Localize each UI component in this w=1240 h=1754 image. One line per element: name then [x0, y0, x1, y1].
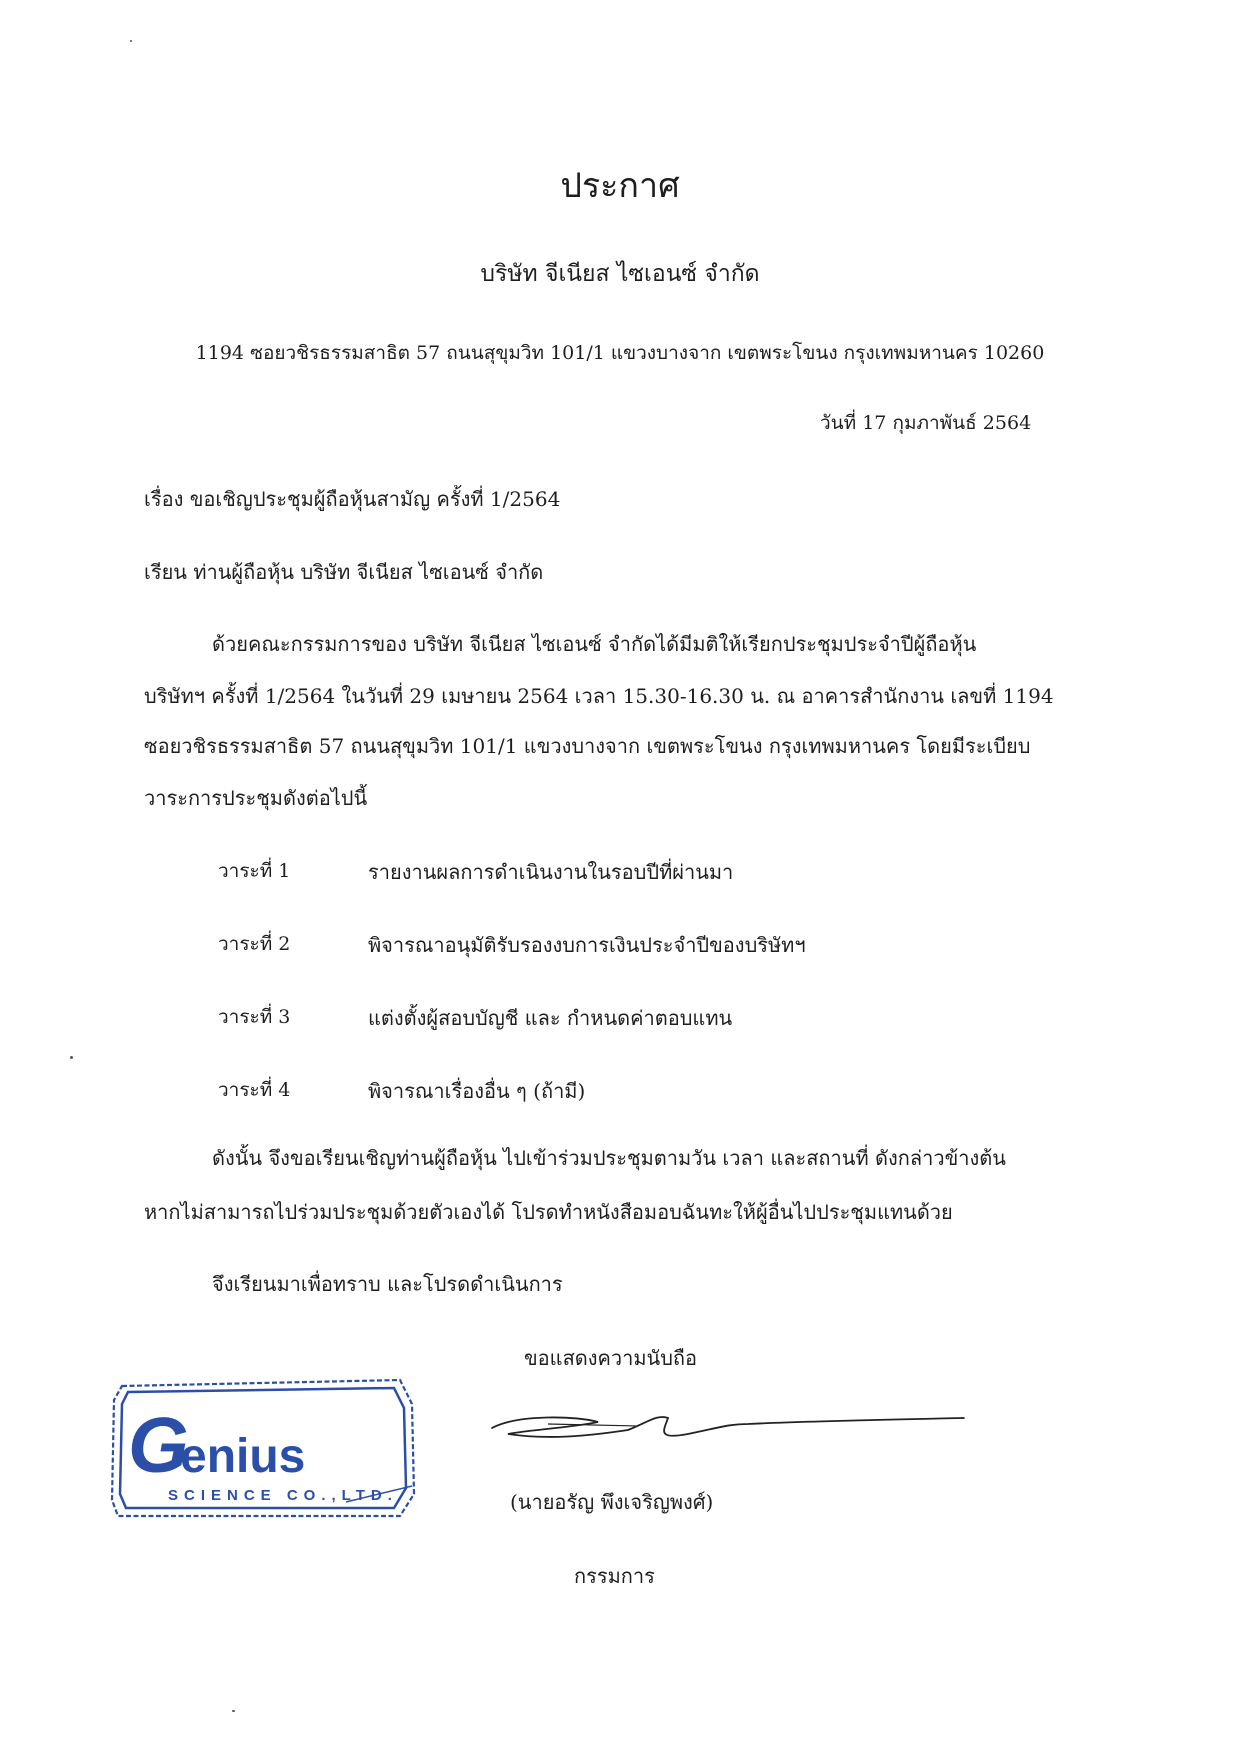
agenda-text: แต่งตั้งผู้สอบบัญชี และ กำหนดค่าตอบแทน	[368, 1006, 733, 1030]
intro-line: ด้วยคณะกรรมการของ บริษัท จีเนียส ไซเอนซ์ จำกัดได้มีมติให้เรียกประชุมประจำปีผู้ถือหุ้น	[212, 632, 977, 656]
document-date: วันที่ 17 กุมภาพันธ์ 2564	[820, 412, 1032, 434]
subject-line: เรื่อง ขอเชิญประชุมผู้ถือหุ้นสามัญ ครั้งที่ 1/2564	[144, 487, 561, 511]
agenda-text: พิจารณาอนุมัติรับรองงบการเงินประจำปีของบริษัทฯ	[368, 933, 806, 957]
agenda-number: วาระที่ 4	[218, 1079, 291, 1101]
company-name: บริษัท จีเนียส ไซเอนซ์ จำกัด	[480, 261, 760, 287]
signatory-name: (นายอรัญ พึงเจริญพงศ์)	[510, 1490, 714, 1514]
closing-line: ดังนั้น จึงขอเรียนเชิญท่านผู้ถือหุ้น ไปเข้าร่วมประชุมตามวัน เวลา และสถานที่ ดังกล่าวข้างต้น	[212, 1146, 1006, 1170]
agenda-number: วาระที่ 3	[218, 1006, 291, 1028]
svg-text:SCIENCE CO.,LTD.: SCIENCE CO.,LTD.	[168, 1487, 398, 1504]
agenda-number: วาระที่ 2	[218, 933, 291, 955]
agenda-text: พิจารณาเรื่องอื่น ๆ (ถ้ามี)	[368, 1079, 586, 1103]
company-address: 1194 ซอยวชิรธรรมสาธิต 57 ถนนสุขุมวิท 101/1 แขวงบางจาก เขตพระโขนง กรุงเทพมหานคร 10260	[195, 342, 1045, 364]
agenda-text: รายงานผลการดำเนินงานในรอบปีที่ผ่านมา	[368, 860, 734, 884]
recipient-line: เรียน ท่านผู้ถือหุ้น บริษัท จีเนียส ไซเอนซ์ จำกัด	[144, 560, 544, 584]
signature	[488, 1400, 968, 1460]
scan-speck	[70, 1056, 73, 1059]
document-title: ประกาศ	[560, 166, 680, 206]
stamp-brand-lettering	[128, 1401, 398, 1504]
svg-text:enius: enius	[180, 1430, 306, 1483]
scan-speck	[130, 40, 132, 42]
intro-line: ซอยวชิรธรรมสาธิต 57 ถนนสุขุมวิท 101/1 แขวงบางจาก เขตพระโขนง กรุงเทพมหานคร โดยมีระเบียบ	[144, 734, 1031, 758]
intro-line: บริษัทฯ ครั้งที่ 1/2564 ในวันที่ 29 เมษายน 2564 เวลา 15.30-16.30 น. ณ อาคารสำนักงาน เลขที่ 1194	[144, 684, 1054, 708]
company-stamp	[108, 1368, 458, 1528]
regards-line: ขอแสดงความนับถือ	[524, 1346, 698, 1370]
closing-line: หากไม่สามารถไปร่วมประชุมด้วยตัวเองได้ โปรดทำหนังสือมอบฉันทะให้ผู้อื่นไปประชุมแทนด้วย	[144, 1200, 953, 1224]
scan-speck	[232, 1710, 235, 1712]
signatory-position: กรรมการ	[574, 1564, 655, 1588]
svg-text:G: G	[128, 1401, 189, 1489]
closing-line: จึงเรียนมาเพื่อทราบ และโปรดดำเนินการ	[212, 1272, 563, 1296]
intro-line: วาระการประชุมดังต่อไปนี้	[144, 786, 368, 810]
agenda-number: วาระที่ 1	[218, 860, 291, 882]
